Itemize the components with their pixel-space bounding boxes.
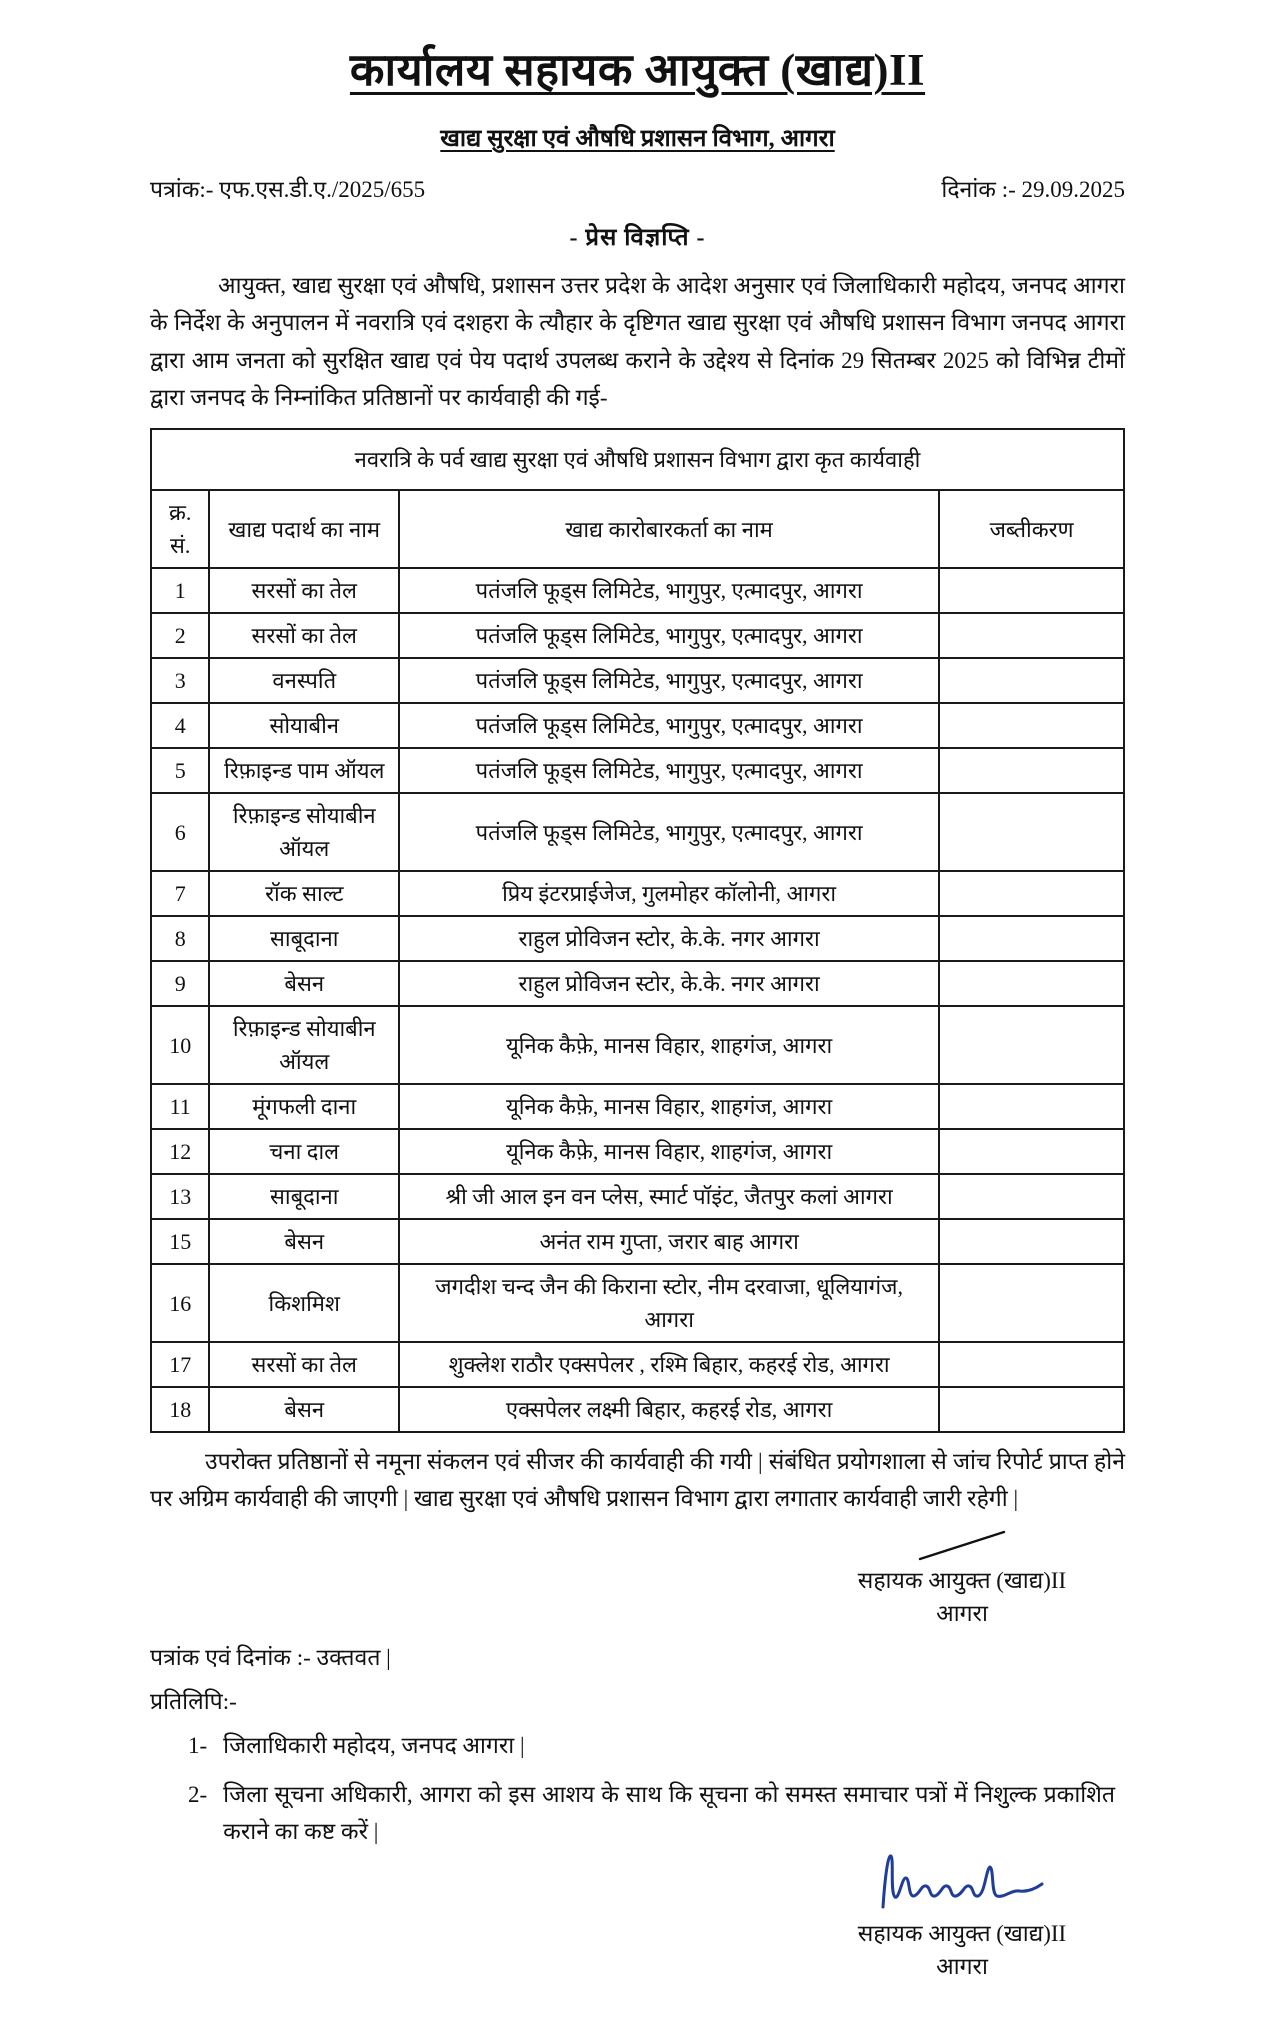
table-row [151, 1264, 1124, 1342]
cell-seizure [939, 658, 1124, 703]
cell-sn: 1 [151, 568, 209, 613]
cell-seizure [939, 1129, 1124, 1174]
cell-seizure [939, 961, 1124, 1006]
ref-date-line: पत्रांक एवं दिनांक :- उक्तवत | [150, 1645, 391, 1671]
cell-item: किशमिश [209, 1264, 399, 1342]
department-subtitle [150, 121, 1125, 154]
table-row [151, 1219, 1124, 1264]
cell-sn: 7 [151, 871, 209, 916]
cell-seizure [939, 793, 1124, 871]
cell-item: साबूदाना [209, 1174, 399, 1219]
cell-sn: 2 [151, 613, 209, 658]
mid-signatory-block [827, 1520, 1097, 1631]
cell-item: सरसों का तेल [209, 568, 399, 613]
copies-heading: प्रतिलिपि:- [150, 1689, 237, 1715]
cell-item: सरसों का तेल [209, 1342, 399, 1387]
cell-seizure [939, 1264, 1124, 1342]
table-caption: नवरात्रि के पर्व खाद्य सुरक्षा एवं औषधि प्रशासन विभाग द्वारा कृत कार्यवाही [151, 429, 1124, 490]
cell-item: रिफ़ाइन्ड सोयाबीन ऑयल [209, 1006, 399, 1084]
table-row [151, 1084, 1124, 1129]
cell-sn: 13 [151, 1174, 209, 1219]
cell-business: यूनिक कैफ़े, मानस विहार, शाहगंज, आगरा [399, 1006, 939, 1084]
table-row [151, 703, 1124, 748]
cell-business: राहुल प्रोविजन स्टोर, के.के. नगर आगरा [399, 961, 939, 1006]
cell-sn: 15 [151, 1219, 209, 1264]
cell-sn: 8 [151, 916, 209, 961]
cell-seizure [939, 1219, 1124, 1264]
table-row [151, 871, 1124, 916]
letter-number: पत्रांक:- एफ.एस.डी.ए./2025/655 [150, 177, 426, 202]
cell-sn: 3 [151, 658, 209, 703]
cell-business: यूनिक कैफ़े, मानस विहार, शाहगंज, आगरा [399, 1129, 939, 1174]
cell-item: बेसन [209, 961, 399, 1006]
cell-business: पतंजलि फूड्स लिमिटेड, भागुपुर, एत्मादपुर, आगरा [399, 613, 939, 658]
copy-item-number: 2- [188, 1781, 208, 1807]
cell-seizure [939, 1084, 1124, 1129]
table-row [151, 961, 1124, 1006]
page-title [150, 38, 1125, 99]
table-row [151, 1129, 1124, 1174]
bottom-signatory-place: आगरा [936, 1953, 988, 1979]
cell-sn: 10 [151, 1006, 209, 1084]
cell-item: बेसन [209, 1219, 399, 1264]
copy-item-2 [188, 1777, 1125, 1851]
table-row [151, 613, 1124, 658]
header-serial-number: क्र. सं. [151, 490, 209, 568]
action-table-head [151, 429, 1124, 568]
page-title-text: कार्यालय सहायक आयुक्त (खाद्य)II [349, 45, 926, 95]
cell-item: चना दाल [209, 1129, 399, 1174]
cell-item: सरसों का तेल [209, 613, 399, 658]
cell-seizure [939, 568, 1124, 613]
cell-seizure [939, 613, 1124, 658]
cell-item: साबूदाना [209, 916, 399, 961]
cell-seizure [939, 1174, 1124, 1219]
cell-business: पतंजलि फूड्स लिमिटेड, भागुपुर, एत्मादपुर, आगरा [399, 793, 939, 871]
mid-signatory-designation: सहायक आयुक्त (खाद्य)II [857, 1567, 1067, 1593]
copy-item-text: जिला सूचना अधिकारी, आगरा को इस आशय के साथ कि सूचना को समस्त समाचार पत्रों में निशुल्क प्रकाशित कराने का कष्ट करें | [223, 1781, 1115, 1844]
letter-date: दिनांक :- 29.09.2025 [941, 177, 1125, 202]
cell-business: यूनिक कैफ़े, मानस विहार, शाहगंज, आगरा [399, 1084, 939, 1129]
cell-business: एक्सपेलर लक्ष्मी बिहार, कहरई रोड, आगरा [399, 1387, 939, 1432]
handwritten-signature [827, 1845, 1097, 1917]
cell-business: अनंत राम गुप्ता, जरार बाह आगरा [399, 1219, 939, 1264]
press-release-heading: - प्रेस विज्ञप्ति - [569, 225, 706, 251]
cell-sn: 5 [151, 748, 209, 793]
cell-seizure [939, 1387, 1124, 1432]
cell-item: मूंगफली दाना [209, 1084, 399, 1129]
signature-stroke-icon [827, 1520, 1097, 1564]
cell-sn: 17 [151, 1342, 209, 1387]
table-row [151, 1342, 1124, 1387]
cell-business: पतंजलि फूड्स लिमिटेड, भागुपुर, एत्मादपुर, आगरा [399, 568, 939, 613]
cell-item: वनस्पति [209, 658, 399, 703]
copy-item-1 [188, 1728, 1125, 1765]
cell-business: पतंजलि फूड्स लिमिटेड, भागुपुर, एत्मादपुर, आगरा [399, 703, 939, 748]
table-row [151, 916, 1124, 961]
cell-business: राहुल प्रोविजन स्टोर, के.के. नगर आगरा [399, 916, 939, 961]
table-row [151, 793, 1124, 871]
cell-seizure [939, 703, 1124, 748]
cell-sn: 12 [151, 1129, 209, 1174]
cell-item: रॉक साल्ट [209, 871, 399, 916]
cell-seizure [939, 1342, 1124, 1387]
copy-item-number: 1- [188, 1733, 208, 1759]
cell-seizure [939, 871, 1124, 916]
cell-business: श्री जी आल इन वन प्लेस, स्मार्ट पॉइंट, जैतपुर कलां आगरा [399, 1174, 939, 1219]
cell-business: प्रिय इंटरप्राईजेज, गुलमोहर कॉलोनी, आगरा [399, 871, 939, 916]
reference-row [150, 172, 1125, 204]
table-row [151, 748, 1124, 793]
header-seizure: जब्तीकरण [939, 490, 1124, 568]
mid-signatory-place: आगरा [936, 1600, 988, 1626]
cell-sn: 6 [151, 793, 209, 871]
cell-sn: 18 [151, 1387, 209, 1432]
action-table-body [151, 568, 1124, 1432]
cell-item: रिफ़ाइन्ड सोयाबीन ऑयल [209, 793, 399, 871]
table-row [151, 658, 1124, 703]
cell-sn: 16 [151, 1264, 209, 1342]
header-business-name: खाद्य कारोबारकर्ता का नाम [399, 490, 939, 568]
action-table [150, 428, 1125, 1433]
cell-seizure [939, 1006, 1124, 1084]
cell-seizure [939, 748, 1124, 793]
cell-business: पतंजलि फूड्स लिमिटेड, भागुपुर, एत्मादपुर, आगरा [399, 658, 939, 703]
cell-seizure [939, 916, 1124, 961]
table-row [151, 1387, 1124, 1432]
cell-item: बेसन [209, 1387, 399, 1432]
cell-sn: 4 [151, 703, 209, 748]
bottom-signatory-designation: सहायक आयुक्त (खाद्य)II [857, 1920, 1067, 1946]
cell-business: शुक्लेश राठौर एक्सपेलर , रश्मि बिहार, कहरई रोड, आगरा [399, 1342, 939, 1387]
cell-business: जगदीश चन्द जैन की किराना स्टोर, नीम दरवाजा, धूलियागंज, आगरा [399, 1264, 939, 1342]
table-caption-row [151, 429, 1124, 490]
cell-sn: 11 [151, 1084, 209, 1129]
cell-item: सोयाबीन [209, 703, 399, 748]
cell-item: रिफ़ाइन्ड पाम ऑयल [209, 748, 399, 793]
table-row [151, 568, 1124, 613]
intro-paragraph: आयुक्त, खाद्य सुरक्षा एवं औषधि, प्रशासन उत्तर प्रदेश के आदेश अनुसार एवं जिलाधिकारी महोदय, जनपद आगरा के निर्देश के अनुपालन में नवरात्रि एवं दशहरा के त्यौहार के दृष्टिगत खाद्य सुरक्षा एवं औषधि प्रशासन विभाग जनपद आगरा द्वारा आम जनता को सुरक्षित खाद्य एवं पेय पदार्थ उपलब्ध कराने के उद्देश्य से दिनांक 29 सितम्बर 2025 को विभिन्न टीमों द्वारा जनपद के निम्नांकित प्रतिष्ठानों पर कार्यवाही की गई- [150, 273, 1125, 410]
table-row [151, 1174, 1124, 1219]
cell-sn: 9 [151, 961, 209, 1006]
table-header-row [151, 490, 1124, 568]
copy-item-text: जिलाधिकारी महोदय, जनपद आगरा | [223, 1733, 525, 1759]
closing-paragraph: उपरोक्त प्रतिष्ठानों से नमूना संकलन एवं सीजर की कार्यवाही की गयी | संबंधित प्रयोगशाला से जांच रिपोर्ट प्राप्त होने पर अग्रिम कार्यवाही की जाएगी | खाद्य सुरक्षा एवं औषधि प्रशासन विभाग द्वारा लगातार कार्यवाही जारी रहेगी | [150, 1449, 1125, 1512]
bottom-signatory-block [827, 1845, 1097, 1984]
header-food-item: खाद्य पदार्थ का नाम [209, 490, 399, 568]
table-row [151, 1006, 1124, 1084]
department-subtitle-text: खाद्य सुरक्षा एवं औषधि प्रशासन विभाग, आगरा [440, 126, 835, 152]
cell-business: पतंजलि फूड्स लिमिटेड, भागुपुर, एत्मादपुर, आगरा [399, 748, 939, 793]
